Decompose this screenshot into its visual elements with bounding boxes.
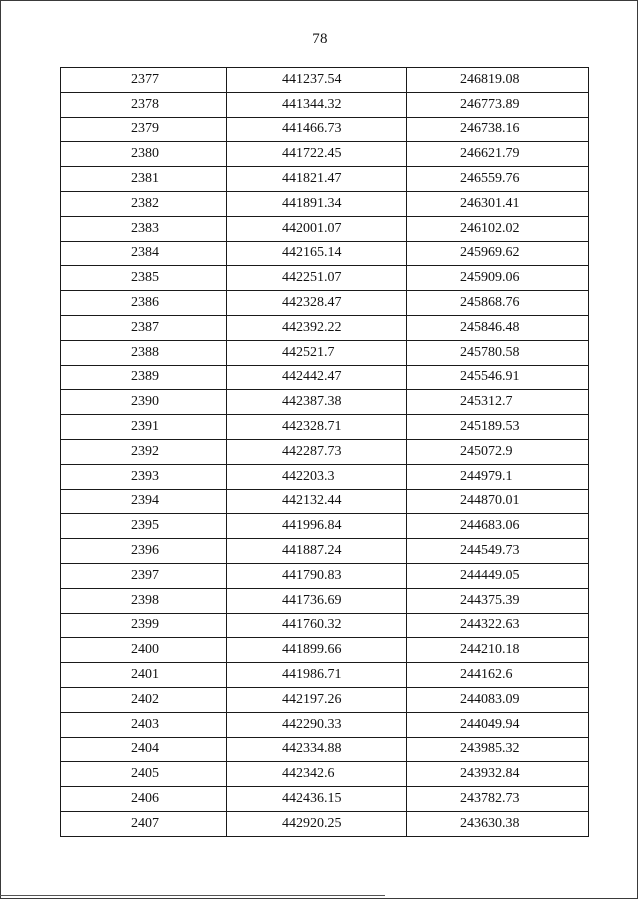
table-row <box>61 762 589 787</box>
x-coordinate-cell: 442001.07 <box>227 216 407 241</box>
point-number-cell: 2398 <box>61 588 227 613</box>
point-number-cell: 2393 <box>61 464 227 489</box>
x-coordinate-cell: 441736.69 <box>227 588 407 613</box>
table-row <box>61 415 589 440</box>
table-row <box>61 638 589 663</box>
y-coordinate-cell: 245546.91 <box>407 365 589 390</box>
table-row <box>61 737 589 762</box>
x-coordinate-cell: 442165.14 <box>227 241 407 266</box>
y-coordinate-cell: 244870.01 <box>407 489 589 514</box>
x-coordinate-cell: 442442.47 <box>227 365 407 390</box>
table-row <box>61 266 589 291</box>
table-row <box>61 439 589 464</box>
x-coordinate-cell: 441891.34 <box>227 191 407 216</box>
table-row <box>61 787 589 812</box>
y-coordinate-cell: 244979.1 <box>407 464 589 489</box>
point-number-cell: 2397 <box>61 563 227 588</box>
y-coordinate-cell: 243932.84 <box>407 762 589 787</box>
y-coordinate-cell: 246819.08 <box>407 68 589 93</box>
y-coordinate-cell: 244683.06 <box>407 514 589 539</box>
point-number-cell: 2399 <box>61 613 227 638</box>
table-row <box>61 241 589 266</box>
y-coordinate-cell: 245189.53 <box>407 415 589 440</box>
point-number-cell: 2378 <box>61 92 227 117</box>
y-coordinate-cell: 243985.32 <box>407 737 589 762</box>
x-coordinate-cell: 441899.66 <box>227 638 407 663</box>
table-row <box>61 142 589 167</box>
table-row <box>61 687 589 712</box>
point-number-cell: 2394 <box>61 489 227 514</box>
y-coordinate-cell: 245868.76 <box>407 291 589 316</box>
x-coordinate-cell: 441986.71 <box>227 663 407 688</box>
coordinates-table-body <box>61 68 589 837</box>
table-row <box>61 191 589 216</box>
point-number-cell: 2400 <box>61 638 227 663</box>
y-coordinate-cell: 244375.39 <box>407 588 589 613</box>
y-coordinate-cell: 246301.41 <box>407 191 589 216</box>
y-coordinate-cell: 244549.73 <box>407 539 589 564</box>
table-row <box>61 514 589 539</box>
table-row <box>61 712 589 737</box>
y-coordinate-cell: 244049.94 <box>407 712 589 737</box>
page-number: 78 <box>312 31 328 47</box>
table-row <box>61 588 589 613</box>
x-coordinate-cell: 442251.07 <box>227 266 407 291</box>
table-row <box>61 663 589 688</box>
point-number-cell: 2383 <box>61 216 227 241</box>
point-number-cell: 2404 <box>61 737 227 762</box>
point-number-cell: 2381 <box>61 167 227 192</box>
x-coordinate-cell: 441996.84 <box>227 514 407 539</box>
y-coordinate-cell: 246773.89 <box>407 92 589 117</box>
table-row <box>61 613 589 638</box>
x-coordinate-cell: 441821.47 <box>227 167 407 192</box>
point-number-cell: 2382 <box>61 191 227 216</box>
point-number-cell: 2402 <box>61 687 227 712</box>
table-row <box>61 92 589 117</box>
x-coordinate-cell: 441790.83 <box>227 563 407 588</box>
x-coordinate-cell: 441887.24 <box>227 539 407 564</box>
y-coordinate-cell: 243630.38 <box>407 811 589 836</box>
point-number-cell: 2391 <box>61 415 227 440</box>
x-coordinate-cell: 442392.22 <box>227 315 407 340</box>
table-row <box>61 489 589 514</box>
table-row <box>61 167 589 192</box>
point-number-cell: 2392 <box>61 439 227 464</box>
y-coordinate-cell: 245909.06 <box>407 266 589 291</box>
y-coordinate-cell: 245072.9 <box>407 439 589 464</box>
table-row <box>61 117 589 142</box>
point-number-cell: 2385 <box>61 266 227 291</box>
x-coordinate-cell: 442521.7 <box>227 340 407 365</box>
table-row <box>61 365 589 390</box>
table-row <box>61 291 589 316</box>
table-row <box>61 390 589 415</box>
x-coordinate-cell: 441237.54 <box>227 68 407 93</box>
x-coordinate-cell: 441760.32 <box>227 613 407 638</box>
x-coordinate-cell: 442287.73 <box>227 439 407 464</box>
y-coordinate-cell: 244210.18 <box>407 638 589 663</box>
y-coordinate-cell: 245846.48 <box>407 315 589 340</box>
y-coordinate-cell: 246738.16 <box>407 117 589 142</box>
point-number-cell: 2401 <box>61 663 227 688</box>
point-number-cell: 2405 <box>61 762 227 787</box>
y-coordinate-cell: 244322.63 <box>407 613 589 638</box>
y-coordinate-cell: 245969.62 <box>407 241 589 266</box>
y-coordinate-cell: 244449.05 <box>407 563 589 588</box>
y-coordinate-cell: 243782.73 <box>407 787 589 812</box>
x-coordinate-cell: 441466.73 <box>227 117 407 142</box>
y-coordinate-cell: 245312.7 <box>407 390 589 415</box>
point-number-cell: 2387 <box>61 315 227 340</box>
point-number-cell: 2384 <box>61 241 227 266</box>
y-coordinate-cell: 245780.58 <box>407 340 589 365</box>
x-coordinate-cell: 441344.32 <box>227 92 407 117</box>
point-number-cell: 2388 <box>61 340 227 365</box>
point-number-cell: 2403 <box>61 712 227 737</box>
y-coordinate-cell: 244083.09 <box>407 687 589 712</box>
point-number-cell: 2396 <box>61 539 227 564</box>
table-row <box>61 68 589 93</box>
x-coordinate-cell: 442436.15 <box>227 787 407 812</box>
point-number-cell: 2386 <box>61 291 227 316</box>
point-number-cell: 2389 <box>61 365 227 390</box>
footer-rule <box>0 895 385 896</box>
coordinates-table <box>60 67 589 837</box>
table-row <box>61 340 589 365</box>
point-number-cell: 2395 <box>61 514 227 539</box>
point-number-cell: 2390 <box>61 390 227 415</box>
x-coordinate-cell: 442328.71 <box>227 415 407 440</box>
x-coordinate-cell: 442197.26 <box>227 687 407 712</box>
y-coordinate-cell: 246559.76 <box>407 167 589 192</box>
point-number-cell: 2377 <box>61 68 227 93</box>
x-coordinate-cell: 442290.33 <box>227 712 407 737</box>
y-coordinate-cell: 246621.79 <box>407 142 589 167</box>
table-row <box>61 315 589 340</box>
point-number-cell: 2380 <box>61 142 227 167</box>
x-coordinate-cell: 442203.3 <box>227 464 407 489</box>
x-coordinate-cell: 441722.45 <box>227 142 407 167</box>
x-coordinate-cell: 442920.25 <box>227 811 407 836</box>
table-row <box>61 539 589 564</box>
x-coordinate-cell: 442334.88 <box>227 737 407 762</box>
x-coordinate-cell: 442342.6 <box>227 762 407 787</box>
point-number-cell: 2407 <box>61 811 227 836</box>
point-number-cell: 2406 <box>61 787 227 812</box>
table-row <box>61 216 589 241</box>
x-coordinate-cell: 442132.44 <box>227 489 407 514</box>
table-row <box>61 563 589 588</box>
x-coordinate-cell: 442328.47 <box>227 291 407 316</box>
table-row <box>61 811 589 836</box>
table-row <box>61 464 589 489</box>
x-coordinate-cell: 442387.38 <box>227 390 407 415</box>
y-coordinate-cell: 244162.6 <box>407 663 589 688</box>
y-coordinate-cell: 246102.02 <box>407 216 589 241</box>
point-number-cell: 2379 <box>61 117 227 142</box>
